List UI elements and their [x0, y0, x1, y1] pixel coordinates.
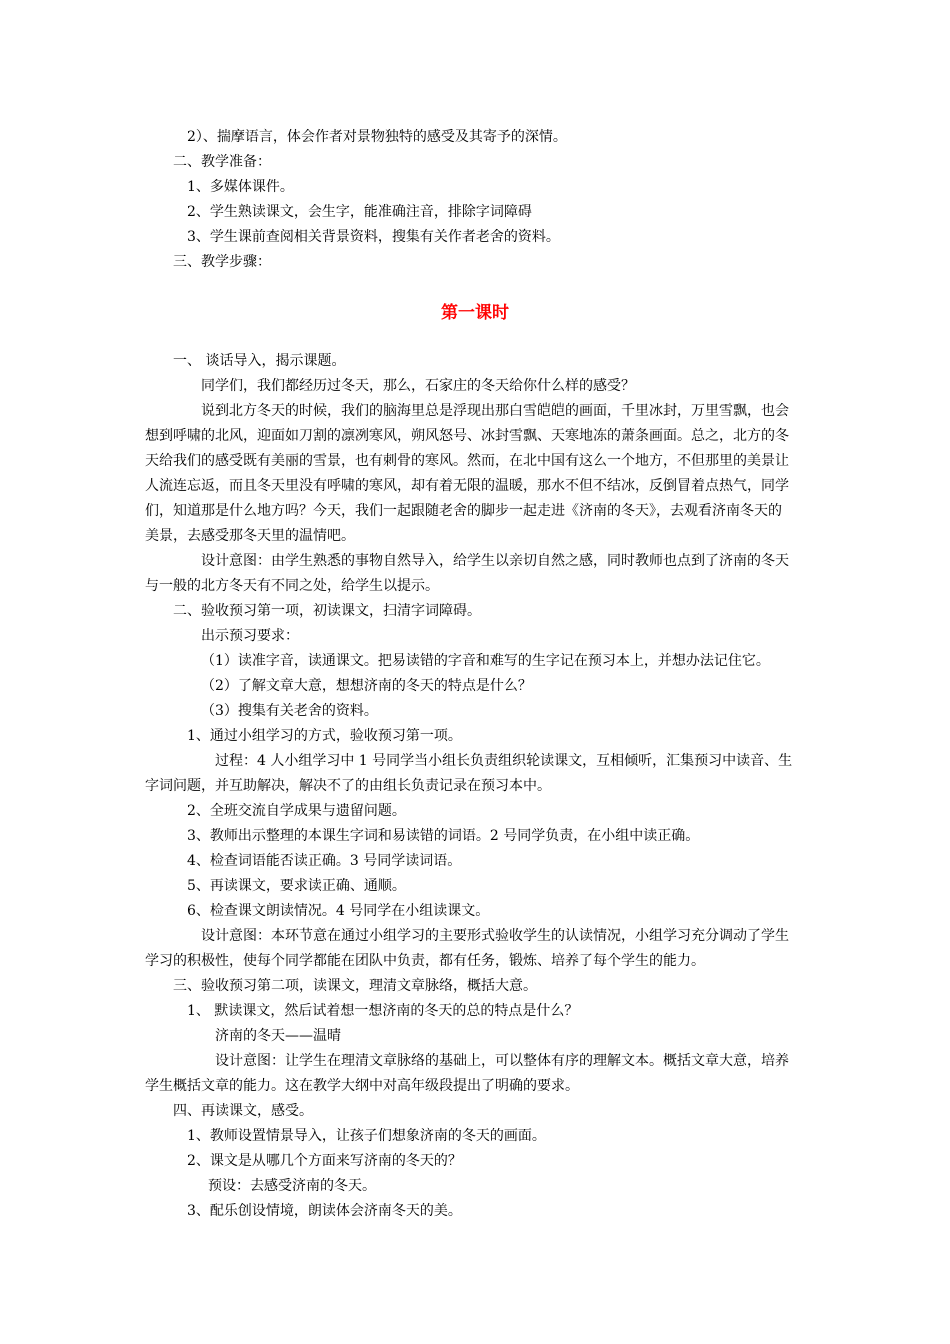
section2-item-3: 3、教师出示整理的本课生字词和易读错的词语。2 号同学负责，在小组中读正确。: [187, 828, 700, 844]
section1-para-line: 人流连忘返，而且冬天里没有呼啸的寒风，却有着无限的温暖，那水不但不结冰，反倒冒着点热气，同学: [145, 478, 789, 494]
section1-design-line: 与一般的北方冬天有不同之处，给学生以提示。: [145, 578, 439, 594]
section3-heading: 三、验收预习第二项，读课文，理清文章脉络，概括大意。: [173, 978, 537, 994]
steps-heading: 三、教学步骤：: [173, 254, 271, 270]
section2-item-5: 5、再读课文，要求读正确、通顺。: [187, 878, 406, 894]
section2-item-4: 4、检查词语能否读正确。3 号同学读词语。: [187, 853, 462, 869]
section2-req-heading: 出示预习要求：: [201, 628, 299, 644]
section1-para-line: 想到呼啸的北风，迎面如刀割的凛冽寒风，朔风怒号、冰封雪飘、天寒地冻的萧条画面。总之，北方的冬: [145, 428, 789, 444]
section2-process-line: 字词问题，并互助解决，解决不了的由组长负责记录在预习本中。: [145, 778, 551, 794]
section1-para-line: 们，知道那是什么地方吗？今天，我们一起跟随老舍的脚步一起走进《济南的冬天》，去观看济南冬天的: [145, 503, 782, 519]
section2-item-1: 1、通过小组学习的方式，验收预习第一项。: [187, 728, 462, 744]
section2-item-6: 6、检查课文朗读情况。4 号同学在小组读课文。: [187, 903, 490, 919]
prep-item-2: 2、学生熟读课文，会生字，能准确注音，排除字词障碍: [187, 204, 532, 220]
prep-item-3: 3、学生课前查阅相关背景资料，搜集有关作者老舍的资料。: [187, 229, 560, 245]
section3-design-line: 设计意图：让学生在理清文章脉络的基础上，可以整体有序的理解文本。概括文章大意，培养: [215, 1053, 789, 1069]
section4-item-3: 3、配乐创设情境，朗读体会济南冬天的美。: [187, 1203, 462, 1219]
section4-item-1: 1、教师设置情景导入，让孩子们想象济南的冬天的画面。: [187, 1128, 546, 1144]
section3-item-1: 1、 默读课文，然后试着想一想济南的冬天的总的特点是什么？: [187, 1003, 579, 1019]
section4-item-2: 2、课文是从哪几个方面来写济南的冬天的？: [187, 1153, 462, 1169]
prep-item-1: 1、多媒体课件。: [187, 179, 294, 195]
section2-req-item: （3）搜集有关老舍的资料。: [201, 703, 378, 719]
section2-design-line: 学习的积极性，使每个同学都能在团队中负责，都有任务，锻炼、培养了每个学生的能力。: [145, 953, 705, 969]
section2-req-item: （2）了解文章大意，想想济南的冬天的特点是什么？: [201, 678, 532, 694]
section2-design-line: 设计意图：本环节意在通过小组学习的主要形式验收学生的认读情况，小组学习充分调动了学生: [201, 928, 789, 944]
lesson-title: 第一课时: [441, 303, 509, 323]
section2-req-item: （1）读准字音，读通课文。把易读错的字音和难写的生字记在预习本上，并想办法记住它。: [201, 653, 770, 669]
prep-heading: 二、教学准备：: [173, 154, 271, 170]
section2-process-line: 过程：4 人小组学习中 1 号同学当小组长负责组织轮读课文，互相倾听，汇集预习中读音、生: [215, 753, 793, 769]
section3-answer: 济南的冬天——温晴: [215, 1028, 341, 1044]
section1-para-line: 美景，去感受那冬天里的温情吧。: [145, 528, 355, 544]
section1-heading: 一、 谈话导入，揭示课题。: [173, 353, 346, 369]
section1-design-line: 设计意图：由学生熟悉的事物自然导入，给学生以亲切自然之感，同时教师也点到了济南的冬天: [201, 553, 789, 569]
section4-heading: 四、再读课文，感受。: [173, 1103, 313, 1119]
goal-item-2: 2）、揣摩语言，体会作者对景物独特的感受及其寄予的深情。: [187, 129, 567, 145]
section1-para-line: 天给我们的感受既有美丽的雪景，也有刺骨的寒风。然而，在北中国有这么一个地方，不但那里的美景让: [145, 453, 789, 469]
section1-para-line: 说到北方冬天的时候，我们的脑海里总是浮现出那白雪皑皑的画面，千里冰封，万里雪飘，也会: [201, 403, 789, 419]
section1-question: 同学们，我们都经历过冬天，那么，石家庄的冬天给你什么样的感受？: [201, 378, 635, 394]
section3-design-line: 学生概括文章的能力。这在教学大纲中对高年级段提出了明确的要求。: [145, 1078, 579, 1094]
section2-item-2: 2、全班交流自学成果与遗留问题。: [187, 803, 406, 819]
section4-preset: 预设：去感受济南的冬天。: [208, 1178, 376, 1194]
section2-heading: 二、验收预习第一项，初读课文，扫清字词障碍。: [173, 603, 481, 619]
